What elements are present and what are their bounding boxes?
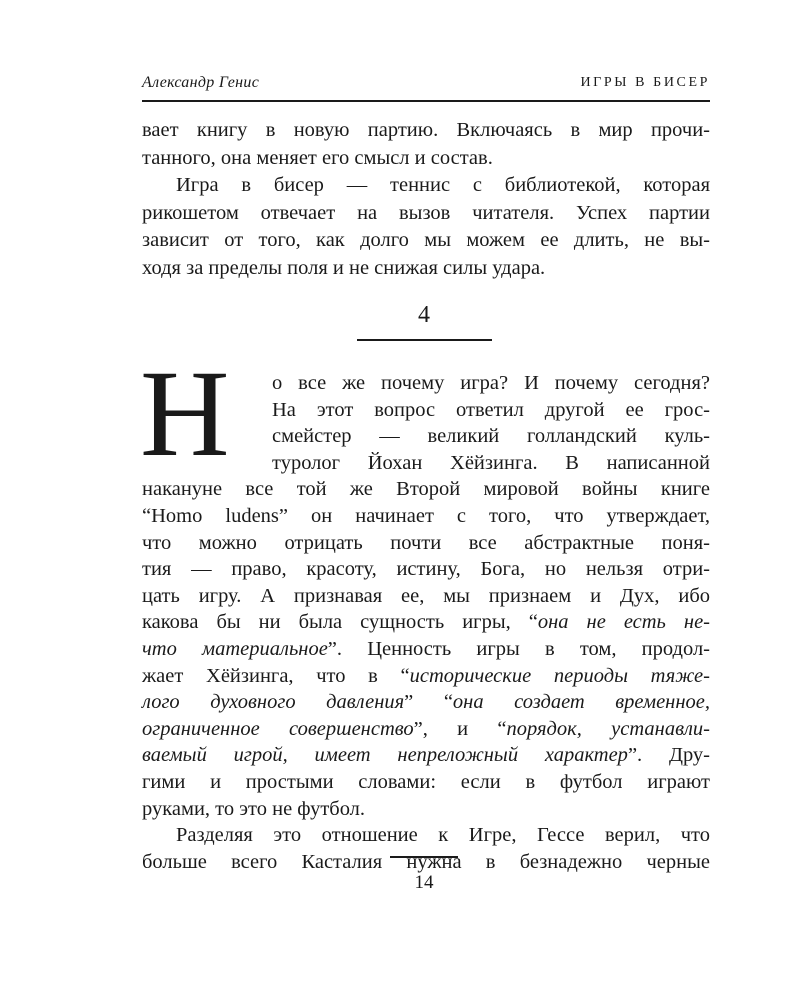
text-line: больше всего Касталия нужна в безнадежно черные [142,850,710,873]
text-line: тия — право, красоту, истину, Бога, но нельзя отри- [142,558,710,581]
text-line: руками, то это не футбол. [142,797,366,820]
text-line: гими и простыми словами: если в футбол играют [142,770,710,793]
text-line: накануне все той же Второй мировой войны книге [142,478,710,501]
italic-quote: порядок, устанавли- [506,717,710,740]
drop-cap: Н [140,345,230,482]
text-line: какова бы ни была сущность игры, “она не есть не- [142,611,710,634]
running-header-author: Александр Генис [142,74,260,91]
chapter-number: 4 [418,302,430,328]
text-line: цать игру. А признавая ее, мы признаем и Дух, ибо [142,584,710,607]
text-line: что можно отрицать почти все абстрактные поня- [142,531,710,554]
text-line: лого духовного давления” “она создает временное, [142,691,710,714]
italic-quote: исторические периоды тяже- [409,664,710,687]
text-line: танного, она меняет его смысл и состав. [142,146,493,169]
footer-rule [390,856,458,858]
italic-quote: лого духовного давления [142,691,405,714]
text-line: Игра в бисер — теннис с библиотекой, которая [176,174,710,196]
text-line: вает книгу в новую партию. Включаясь в мир прочи- [142,119,710,141]
text-line: зависит от того, как долго мы можем ее длить, не вы- [142,229,710,251]
text-line: жает Хёйзинга, что в “исторические периоды тяже- [142,664,710,687]
italic-quote: ваемый игрой, имеет непреложный характер [142,744,628,767]
text-block-main [142,370,710,875]
running-header [142,72,710,96]
running-header-book-title: ИГРЫ В БИСЕР [580,75,710,90]
text-line: ограниченное совершенство”, и “порядок, устанавли- [142,717,710,740]
text-line: что материальное”. Ценность игры в том, продол- [142,637,711,660]
chapter-rule [357,339,492,341]
text-line: ваемый игрой, имеет непреложный характер”. Дру- [142,744,711,767]
italic-quote: что материальное [142,637,328,660]
page-number: 14 [414,872,434,893]
text-line: рикошетом отвечает на вызов читателя. Успех партии [142,201,710,224]
text-line: о все же почему игра? И почему сегодня? [272,372,710,394]
text-line: туролог Йохан Хёйзинга. В написанной [272,451,710,474]
text-block-top [142,117,710,282]
italic-quote: она не есть не- [537,611,710,634]
italic-quote: ограниченное совершенство [142,717,414,740]
header-rule [142,100,710,102]
italic-quote: она создает временное, [452,691,710,714]
text-line: На этот вопрос ответил другой ее грос- [272,398,710,421]
text-line: ходя за пределы поля и не снижая силы удара. [142,256,546,279]
text-line: смейстер — великий голландский куль- [272,425,710,448]
text-line: Разделяя это отношение к Игре, Гессе верил, что [176,824,710,847]
text-line: “Homo ludens” он начинает с того, что утверждает, [142,504,710,527]
